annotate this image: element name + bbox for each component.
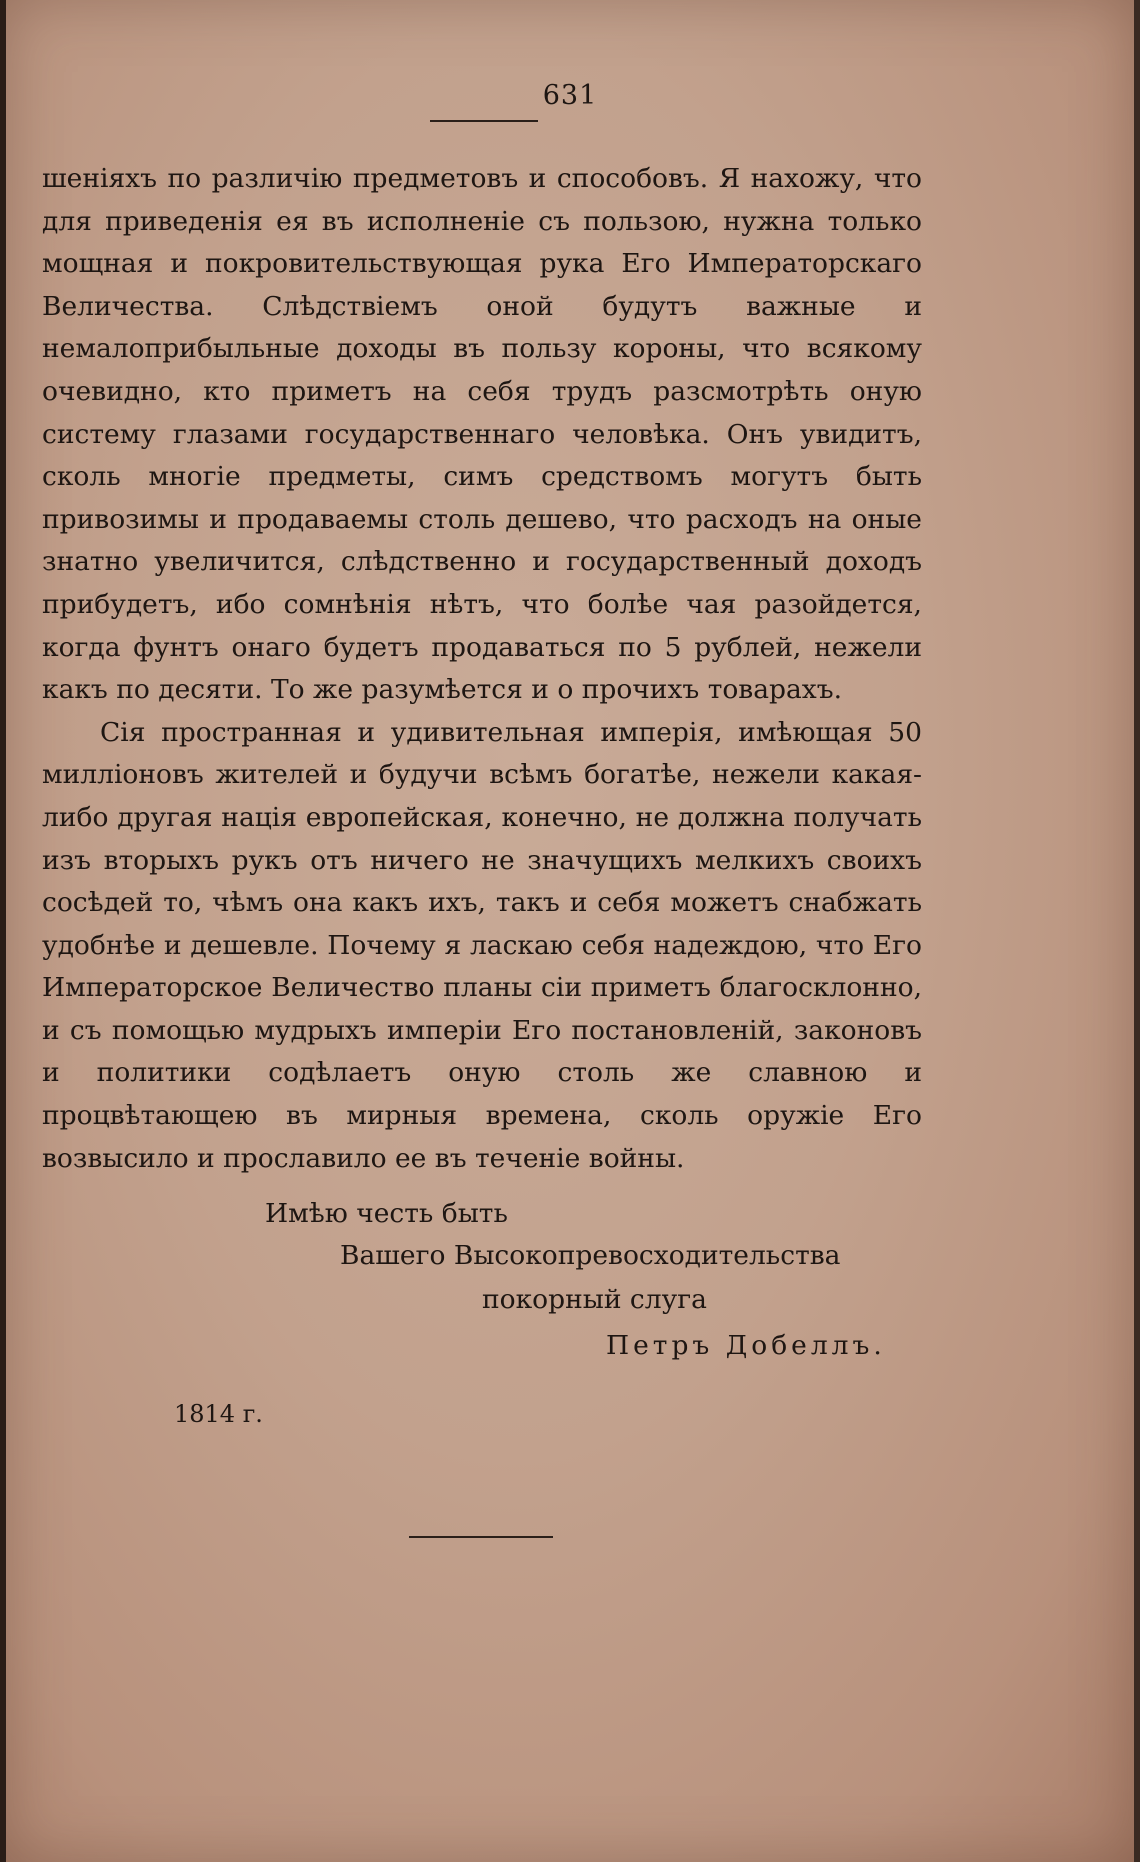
signature: Петръ Добеллъ. (606, 1330, 886, 1361)
closing-line-1: Имѣю честь быть (265, 1198, 508, 1229)
book-page (6, 0, 1134, 1862)
year: 1814 г. (174, 1400, 263, 1428)
closing-line-2: Вашего Высокопревосходительства (340, 1240, 841, 1271)
page-number-rule (430, 120, 538, 122)
page-number: 631 (542, 80, 598, 111)
paragraph-1: шеніяхъ по различію предметовъ и способовъ. Я нахожу, что для приведенія ея въ исполненіе съ пользою, нужна только мощная и покровительствующая рука Его Императорскаго Величества. Слѣдствіемъ оной будутъ важные и немалоприбыльные доходы въ пользу короны, что всякому очевидно, кто приметъ на себя трудъ разсмотрѣть оную систему глазами государственнаго человѣка. Онъ увидитъ, сколь многіе предметы, симъ средствомъ могутъ быть привозимы и продаваемы столь дешево, что расходъ на оные знатно увеличится, слѣдственно и государственный доходъ прибудетъ, ибо сомнѣнія нѣтъ, что болѣе чая разойдется, когда фунтъ онаго будетъ продаваться по 5 рублей, нежели какъ по десяти. То же разумѣется и о прочихъ товарахъ. (42, 163, 922, 706)
closing-line-3: покорный слуга (482, 1284, 707, 1315)
body-text (42, 158, 922, 1180)
paragraph-2: Сія пространная и удивительная имперія, имѣющая 50 милліоновъ жителей и будучи всѣмъ богатѣе, нежели какая-либо другая нація европейская, конечно, не должна получать изъ вторыхъ рукъ отъ ничего не значущихъ мелкихъ своихъ сосѣдей то, чѣмъ она какъ ихъ, такъ и себя можетъ снабжать удобнѣе и дешевле. Почему я ласкаю себя надеждою, что Его Императорское Величество планы сіи приметъ благосклонно, и съ помощью мудрыхъ имперіи Его постановленій, законовъ и политики содѣлаетъ оную столь же славною и процвѣтающею въ мирныя времена, сколь оружіе Его возвысило и прославило ее въ теченіе войны. (42, 716, 922, 1174)
bottom-rule (409, 1536, 553, 1538)
